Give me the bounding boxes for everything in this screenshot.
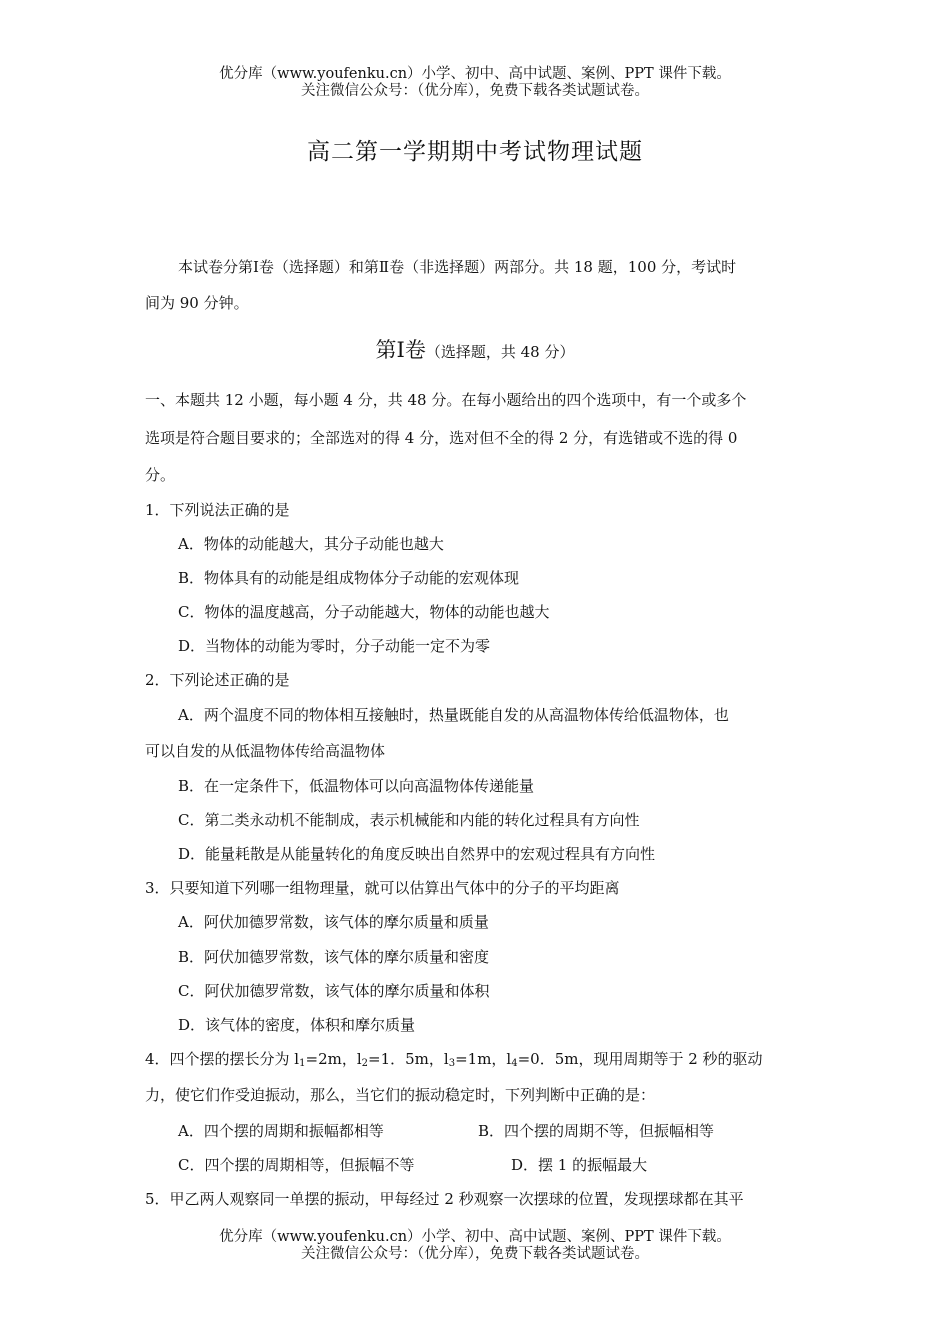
question-5-stem-line-1: 5．甲乙两人观察同一单摆的振动，甲每经过 2 秒观察一次摆球的位置，发现摆球都在其平: [145, 1190, 744, 1208]
question-4-stem-line-2: 力，使它们作受迫振动，那么，当它们的振动稳定时，下列判断中正确的是：: [145, 1086, 656, 1104]
question-2-stem: 2．下列论述正确的是: [145, 671, 290, 689]
question-3-option-d: D．该气体的密度，体积和摩尔质量: [178, 1016, 416, 1034]
question-2-option-b: B．在一定条件下，低温物体可以向高温物体传递能量: [178, 777, 535, 795]
q4-sub-3: 3: [448, 1058, 456, 1069]
intro-line-2: 间为 90 分钟。: [145, 294, 249, 312]
question-4-option-b: B．四个摆的周期不等，但振幅相等: [478, 1122, 715, 1140]
q4-sub-2: 2: [361, 1058, 369, 1069]
exam-title: 高二第一学期期中考试物理试题: [307, 139, 643, 165]
q4-text-5: =0．5m，现用周期等于 2 秒的驱动: [517, 1050, 763, 1068]
section-heading-main: 第Ⅰ卷: [375, 338, 426, 362]
page-footer-line-2: 关注微信公众号：（优分库），免费下载各类试题试卷。: [301, 1246, 649, 1262]
question-2-option-d: D．能量耗散是从能量转化的角度反映出自然界中的宏观过程具有方向性: [178, 845, 656, 863]
section-heading: [0, 334, 950, 364]
page-footer-line-1: 优分库（www.youfenku.cn）小学、初中、高中试题、案例、PPT 课件下载。: [219, 1229, 731, 1245]
question-4-stem-line-1: [145, 1048, 763, 1069]
question-3-stem: 3．只要知道下列哪一组物理量，就可以估算出气体中的分子的平均距离: [145, 879, 620, 897]
intro-line-1: 本试卷分第Ⅰ卷（选择题）和第Ⅱ卷（非选择题）两部分。共 18 题，100 分，考试时: [178, 258, 737, 276]
question-2-option-a-line-2: 可以自发的从低温物体传给高温物体: [145, 742, 386, 760]
question-2-option-a-line-1: A．两个温度不同的物体相互接触时，热量既能自发的从高温物体传给低温物体，也: [178, 706, 729, 724]
q4-text-1: 4．四个摆的摆长分为 l: [145, 1050, 300, 1068]
q4-sub-4: 4: [511, 1058, 518, 1069]
question-4-option-a: A．四个摆的周期和振幅都相等: [178, 1122, 384, 1140]
q4-text-4: =1m，l: [455, 1050, 512, 1068]
question-4-option-c: C．四个摆的周期相等，但振幅不等: [178, 1156, 415, 1174]
q4-sub-1: 1: [299, 1058, 306, 1069]
question-1-stem: 1．下列说法正确的是: [145, 501, 290, 519]
question-1-option-a: A．物体的动能越大，其分子动能也越大: [178, 535, 444, 553]
section-heading-sub: （选择题，共 48 分）: [425, 343, 575, 361]
question-1-option-b: B．物体具有的动能是组成物体分子动能的宏观体现: [178, 569, 520, 587]
question-3-option-c: C．阿伏加德罗常数，该气体的摩尔质量和体积: [178, 982, 490, 1000]
question-4-option-d: D．摆 1 的振幅最大: [511, 1156, 648, 1174]
question-1-option-d: D．当物体的动能为零时，分子动能一定不为零: [178, 637, 491, 655]
page-header-line-1: 优分库（www.youfenku.cn）小学、初中、高中试题、案例、PPT 课件下载。: [219, 66, 731, 82]
q4-text-3: =1．5m，l: [368, 1050, 449, 1068]
instructions-line-3: 分。: [145, 466, 176, 484]
instructions-line-2: 选项是符合题目要求的；全部选对的得 4 分，选对但不全的得 2 分，有选错或不选的得 0: [145, 429, 738, 447]
q4-text-2: =2m，l: [305, 1050, 362, 1068]
question-2-option-c: C．第二类永动机不能制成，表示机械能和内能的转化过程具有方向性: [178, 811, 640, 829]
question-3-option-b: B．阿伏加德罗常数，该气体的摩尔质量和密度: [178, 948, 490, 966]
question-1-option-c: C．物体的温度越高，分子动能越大，物体的动能也越大: [178, 603, 550, 621]
instructions-line-1: 一、本题共 12 小题，每小题 4 分，共 48 分。在每小题给出的四个选项中，有一个或多个: [145, 391, 747, 409]
page-header-line-2: 关注微信公众号：（优分库），免费下载各类试题试卷。: [301, 83, 649, 99]
question-3-option-a: A．阿伏加德罗常数，该气体的摩尔质量和质量: [178, 913, 489, 931]
